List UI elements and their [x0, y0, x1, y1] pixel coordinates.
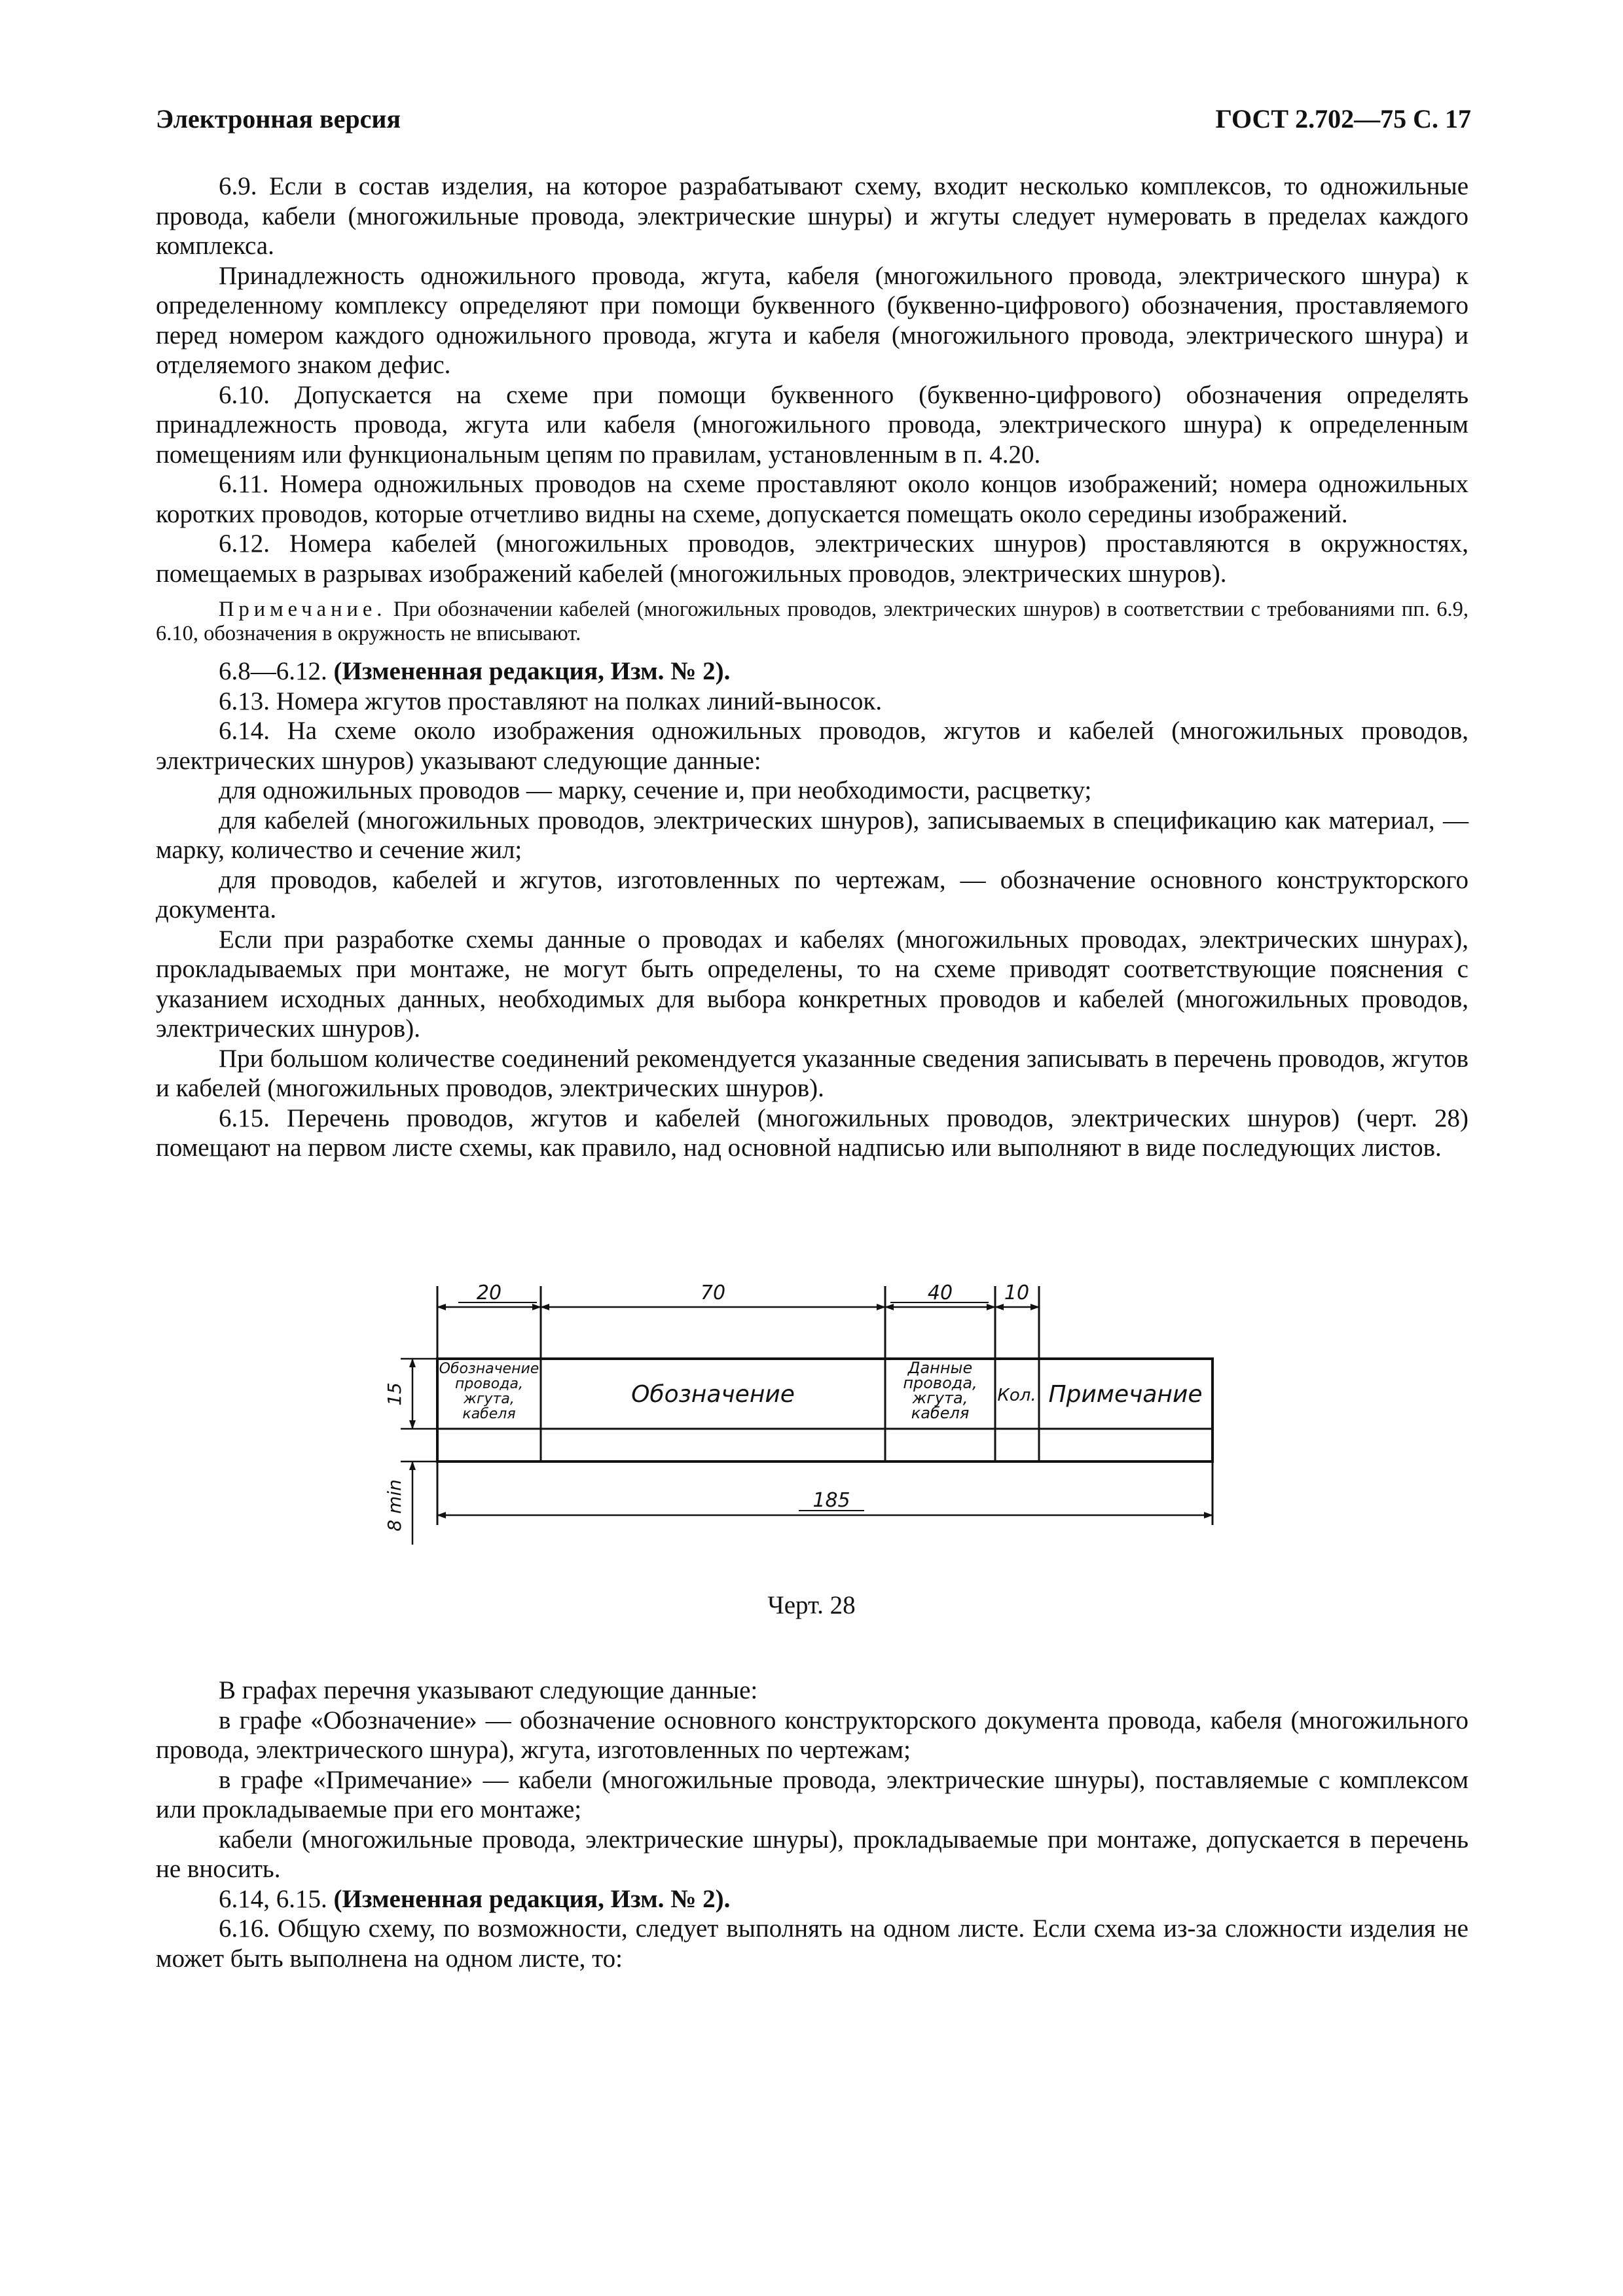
- dim-15: 15: [384, 1382, 405, 1406]
- paragraph: в графе «Примечание» — кабели (многожильные провода, электрические шнуры), поставляемые с комплексом или прокладываемые при его монтаже;: [156, 1765, 1468, 1823]
- paragraph: 6.9. Если в состав изделия, на которое разрабатывают схему, входит несколько комплексов, то одножильные провода, кабели (многожильные провода, электрические шнуры) и жгуты следует нумеровать в пределах каждого комплекса.: [156, 172, 1468, 260]
- col3-line4: кабеля: [911, 1404, 970, 1422]
- change-note-prefix: 6.14, 6.15.: [219, 1884, 334, 1913]
- paragraph: для кабелей (многожильных проводов, электрических шнуров), записываемых в спецификацию как материал, — марку, количество и сечение жил;: [156, 806, 1468, 864]
- col1-line4: кабеля: [462, 1406, 516, 1422]
- paragraph: 6.10. Допускается на схеме при помощи буквенного (буквенно-цифрового) обозначения определять принадлежность провода, жгута или кабеля (многожильного провода, электрического шнура) к определенным помещениям или функциональным цепям по правилам, установленным в п. 4.20.: [156, 380, 1468, 469]
- paragraph: 6.13. Номера жгутов проставляют на полках линий-выносок.: [219, 687, 883, 715]
- col1-line3: жгута,: [464, 1391, 515, 1407]
- col5-header: Примечание: [1048, 1381, 1203, 1408]
- col1-line1: Обозначение: [439, 1361, 539, 1377]
- change-note-prefix: 6.8—6.12.: [219, 657, 334, 685]
- paragraph: 6.15. Перечень проводов, жгутов и кабелей (многожильных проводов, электрических шнуров) (черт. 28) помещают на первом листе схемы, как правило, над основной надписью или выполняют в виде последующих листов.: [156, 1103, 1468, 1162]
- note-label: Примечание.: [219, 598, 387, 621]
- paragraph: Принадлежность одножильного провода, жгута, кабеля (многожильного провода, электрического шнура) к определенному комплексу определяют при помощи буквенного (буквенно-цифрового) обозначения, проставляемого перед номером каждого одножильного провода, жгута и кабеля (многожильного провода, электрического шнура) и отделяемого знаком дефис.: [156, 261, 1468, 379]
- dim-20: 20: [476, 1282, 502, 1304]
- paragraph: 6.11. Номера одножильных проводов на схеме проставляют около концов изображений; номера одножильных коротких проводов, которые отчетливо видны на схеме, допускается помещать около середины изображений.: [156, 470, 1468, 528]
- paragraph: 6.14. На схеме около изображения одножильных проводов, жгутов и кабелей (многожильных проводов, электрических шнуров) указывают следующие данные:: [156, 717, 1468, 775]
- change-note-bold: (Измененная редакция, Изм. № 2).: [333, 1884, 731, 1913]
- dim-40: 40: [927, 1282, 953, 1304]
- change-note: [156, 1884, 1468, 1914]
- col4-header: Кол.: [997, 1386, 1036, 1405]
- change-note-bold: (Измененная редакция, Изм. № 2).: [333, 657, 731, 685]
- col3-line3: жгута,: [912, 1389, 968, 1407]
- paragraph: 6.12. Номера кабелей (многожильных проводов, электрических шнуров) проставляются в окружностях, помещаемых в разрывах изображений кабелей (многожильных проводов, электрических шнуров).: [156, 529, 1468, 588]
- col3-line2: провода,: [903, 1374, 977, 1392]
- header-left: Электронная версия: [156, 104, 401, 134]
- dim-10: 10: [1004, 1282, 1030, 1304]
- paragraph: 6.16. Общую схему, по возможности, следует выполнять на одном листе. Если схема из-за сложности изделия не может быть выполнена на одном листе, то:: [156, 1914, 1468, 1973]
- paragraph: кабели (многожильные провода, электрические шнуры), прокладываемые при монтаже, допускается в перечень не вносить.: [156, 1825, 1468, 1883]
- paragraph: для одножильных проводов — марку, сечение и, при необходимости, расцветку;: [219, 776, 1092, 804]
- body-text-bottom: [156, 1676, 1468, 1973]
- paragraph: в графе «Обозначение» — обозначение основного конструкторского документа провода, кабеля (многожильного провода, электрического шнура), жгута, изготовленных по чертежам;: [156, 1706, 1468, 1764]
- dim-70: 70: [700, 1282, 726, 1304]
- col2-header: Обозначение: [631, 1381, 795, 1408]
- paragraph: При большом количестве соединений рекомендуется указанные сведения записывать в перечень проводов, жгутов и кабелей (многожильных проводов, электрических шнуров).: [156, 1044, 1468, 1102]
- col1-line2: провода,: [455, 1376, 523, 1392]
- header-right: ГОСТ 2.702—75 С. 17: [1215, 104, 1471, 134]
- paragraph: Если при разработке схемы данные о проводах и кабелях (многожильных проводах, электрических шнурах), прокладываемых при монтаже, не могут быть определены, то на схеме приводят соответствующие пояснения с указанием исходных данных, необходимых для выбора конкретных проводов и кабелей (многожильных проводов, электрических шнуров).: [156, 925, 1468, 1043]
- dim-8-min: 8 min: [384, 1479, 405, 1532]
- dim-185: 185: [812, 1489, 850, 1512]
- paragraph: В графах перечня указывают следующие данные:: [219, 1676, 758, 1704]
- note-text: При обозначении кабелей (многожильных проводов, электрических шнуров) в соответствии с требованиями пп. 6.9, 6.10, обозначения в окружность не вписывают.: [156, 598, 1468, 645]
- paragraph: для проводов, кабелей и жгутов, изготовленных по чертежам, — обозначение основного конструкторского документа.: [156, 865, 1468, 924]
- figure-caption: Черт. 28: [767, 1591, 856, 1619]
- col3-line1: Данные: [907, 1359, 973, 1377]
